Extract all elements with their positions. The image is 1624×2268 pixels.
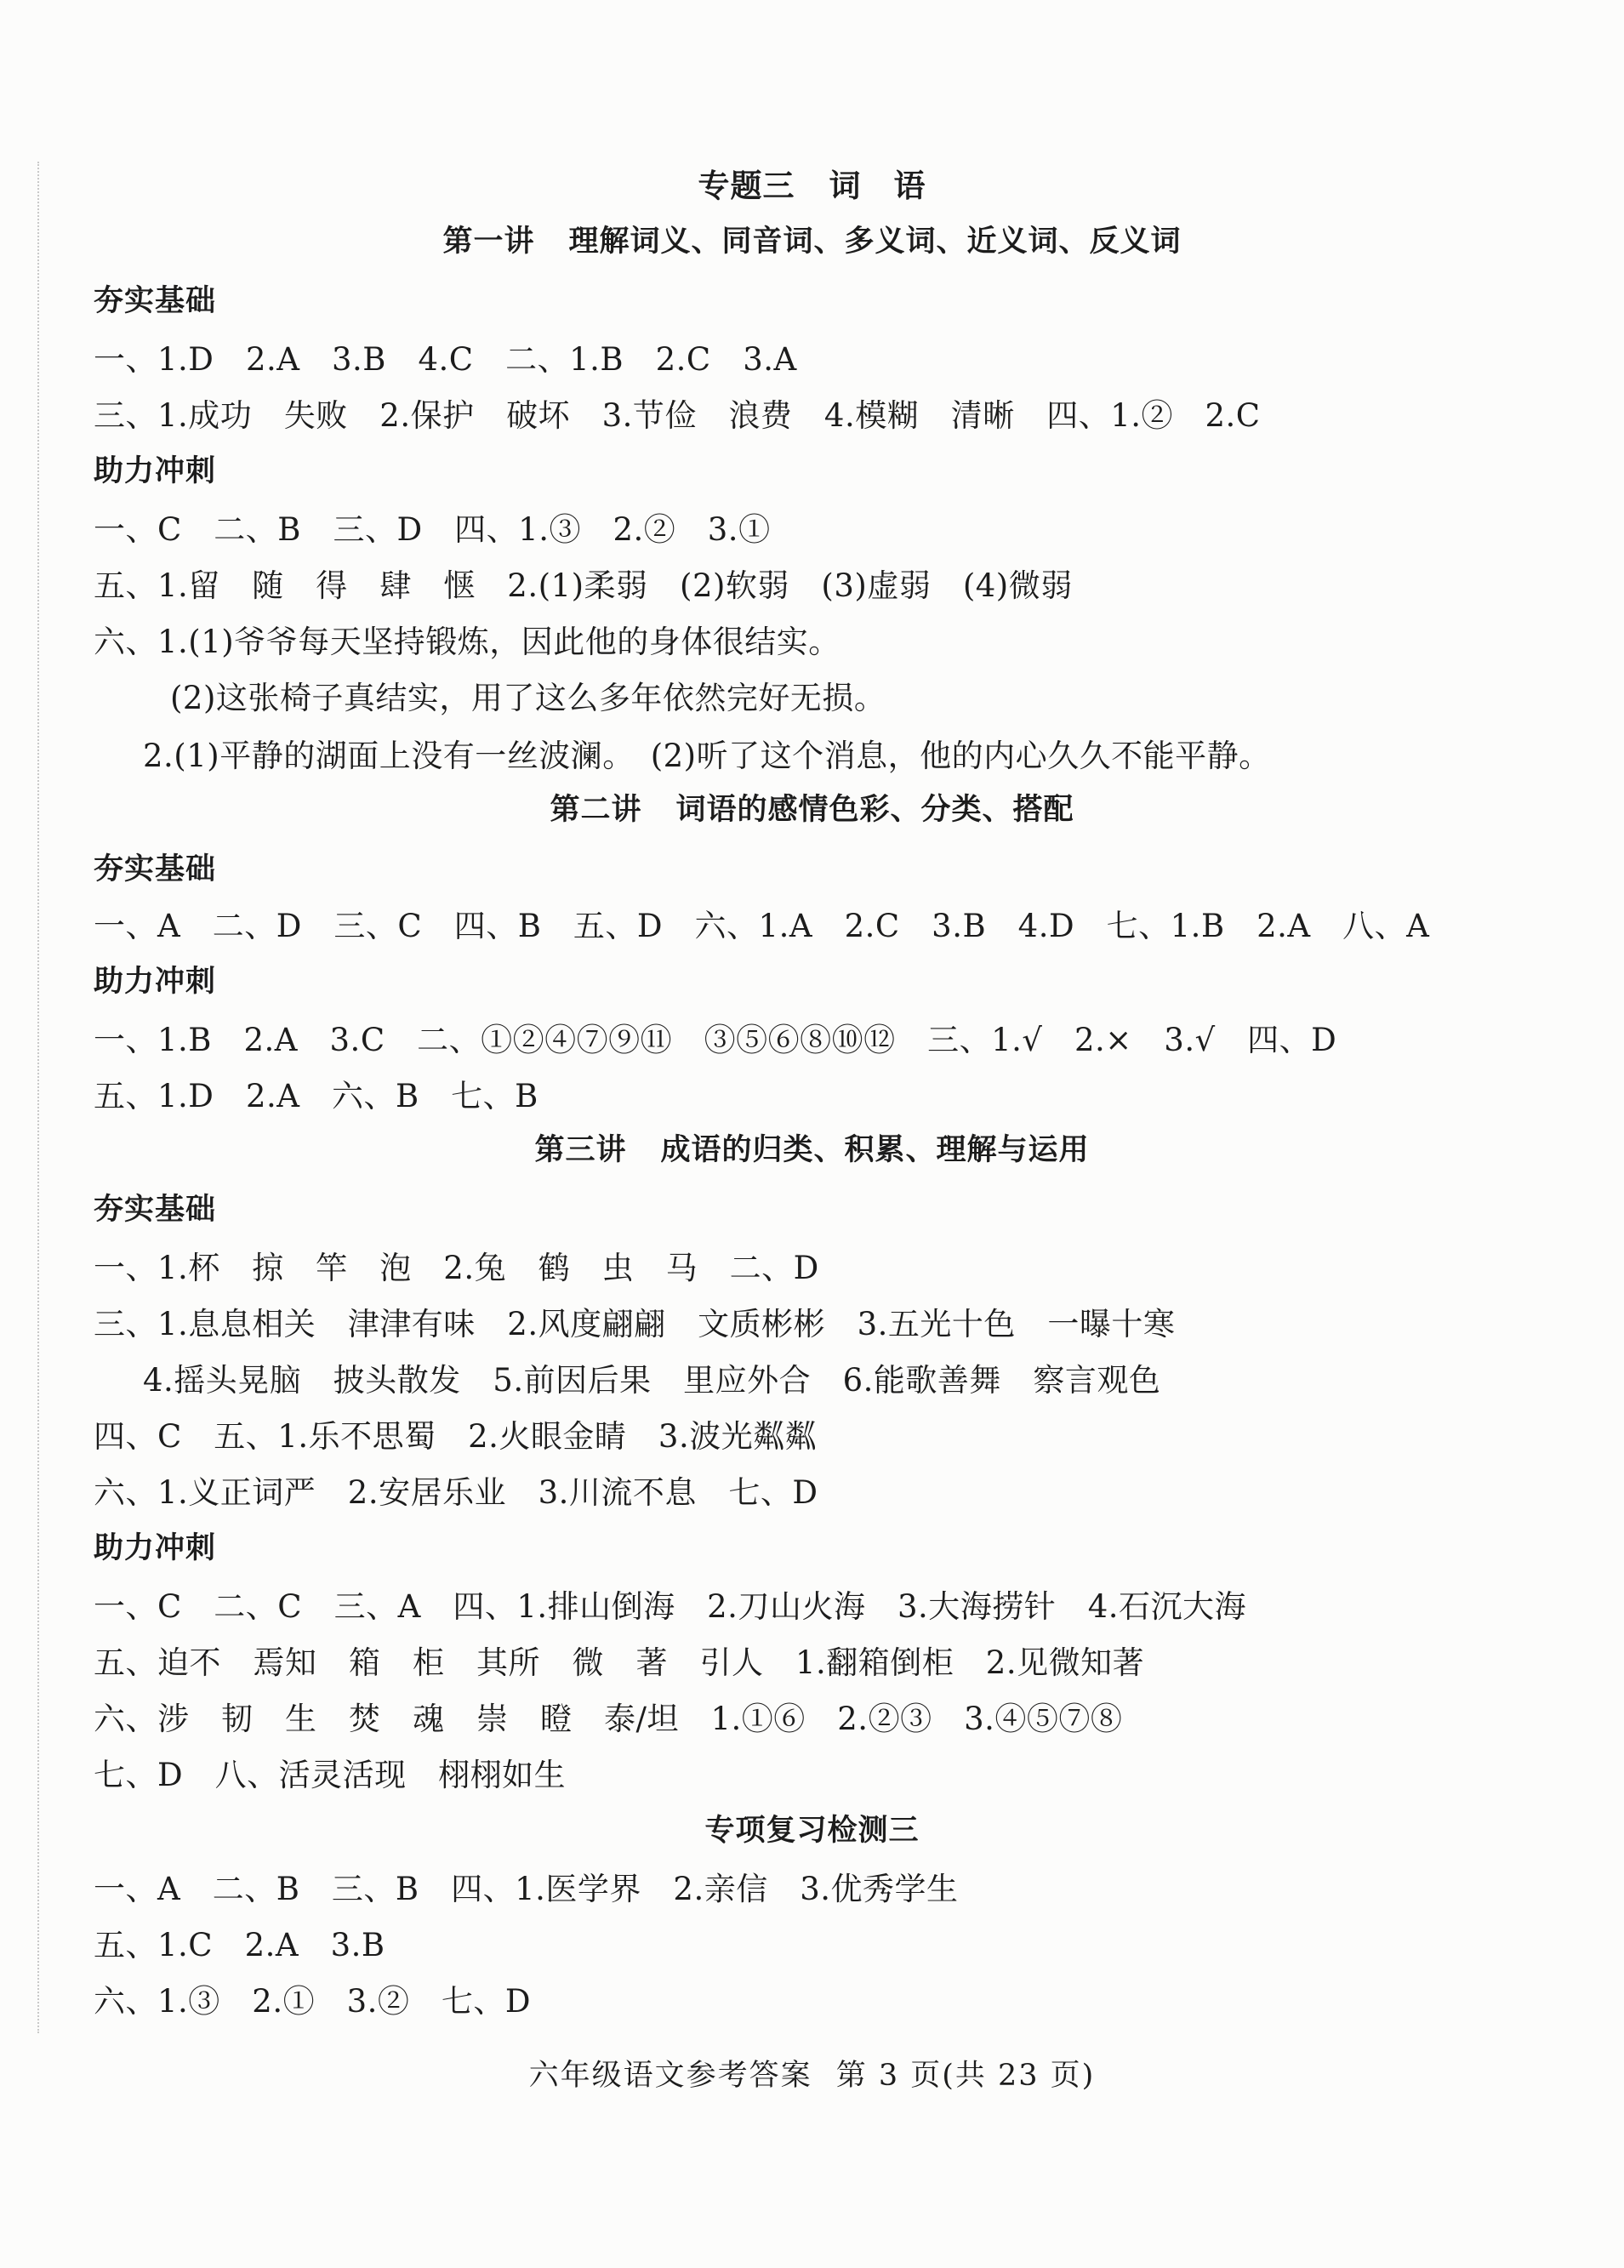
answer-line: 六、1.(1)爷爷每天坚持锻炼，因此他的身体很结实。 — [94, 624, 840, 660]
page-footer — [0, 2052, 1624, 2094]
answer-line: 五、迫不 焉知 箱 柜 其所 微 著 引人 1.翻箱倒柜 2.见微知著 — [94, 1644, 1145, 1681]
lecture-3-name: 成语的归类、积累、理解与运用 — [660, 1133, 1090, 1167]
lecture-3-heading — [0, 1126, 1624, 1169]
lecture-3-sprint-label: 助力冲刺 — [94, 1531, 217, 1565]
answer-line: 三、1.成功 失败 2.保护 破坏 3.节俭 浪费 4.模糊 清晰 四、1.② 2.C — [94, 397, 1261, 434]
answer-line: 一、C 二、B 三、D 四、1.③ 2.② 3.① — [94, 511, 771, 548]
review-heading: 专项复习检测三 — [704, 1814, 920, 1848]
answer-line: 五、1.C 2.A 3.B — [94, 1927, 385, 1963]
footer-book-title: 六年级语文参考答案 — [528, 2059, 812, 2093]
answer-line: 一、1.杯 掠 竿 泡 2.兔 鹤 虫 马 二、D — [94, 1250, 819, 1286]
answer-line: 四、C 五、1.乐不思蜀 2.火眼金睛 3.波光粼粼 — [94, 1418, 818, 1455]
footer-page-number: 第 3 页(共 23 页) — [835, 2059, 1096, 2093]
answer-line: 一、C 二、C 三、A 四、1.排山倒海 2.刀山火海 3.大海捞针 4.石沉大海 — [94, 1588, 1247, 1625]
answer-line: 五、1.留 随 得 肆 惬 2.(1)柔弱 (2)软弱 (3)虚弱 (4)微弱 — [94, 567, 1073, 604]
lecture-1-name: 理解词义、同音词、多义词、近义词、反义词 — [568, 225, 1182, 259]
answer-line: 一、1.D 2.A 3.B 4.C 二、1.B 2.C 3.A — [94, 341, 797, 378]
lecture-2-number: 第二讲 — [550, 793, 642, 827]
lecture-3-basic-label: 夯实基础 — [94, 1193, 217, 1227]
answer-line: 六、1.③ 2.① 3.② 七、D — [94, 1983, 532, 2020]
lecture-1-number: 第一讲 — [442, 225, 535, 259]
lecture-3-number: 第三讲 — [534, 1133, 627, 1167]
topic-title-sub: 词 语 — [829, 168, 926, 204]
topic-title-main: 专题三 — [698, 168, 795, 204]
answer-line: 一、A 二、B 三、B 四、1.医学界 2.亲信 3.优秀学生 — [94, 1871, 959, 1907]
answer-line: 一、A 二、D 三、C 四、B 五、D 六、1.A 2.C 3.B 4.D 七、1.B 2.A 八、A — [94, 908, 1430, 944]
lecture-2-name: 词语的感情色彩、分类、搭配 — [675, 793, 1074, 827]
lecture-1-heading — [0, 218, 1624, 260]
lecture-1-basic-label: 夯实基础 — [94, 284, 217, 318]
answer-line: 一、1.B 2.A 3.C 二、①②④⑦⑨⑪ ③⑤⑥⑧⑩⑫ 三、1.√ 2.× 3.√ 四、D — [94, 1022, 1337, 1058]
answer-line: 六、涉 韧 生 焚 魂 崇 瞪 泰/坦 1.①⑥ 2.②③ 3.④⑤⑦⑧ — [94, 1701, 1123, 1737]
topic-title — [0, 160, 1624, 206]
answer-line: (2)这张椅子真结实，用了这么多年依然完好无损。 — [170, 680, 886, 716]
answer-line: 2.(1)平静的湖面上没有一丝波澜。 (2)听了这个消息，他的内心久久不能平静。 — [143, 738, 1271, 774]
lecture-2-basic-label: 夯实基础 — [94, 852, 217, 886]
lecture-2-sprint-label: 助力冲刺 — [94, 965, 217, 999]
lecture-2-heading — [0, 786, 1624, 829]
lecture-1-sprint-label: 助力冲刺 — [94, 454, 217, 488]
answer-line: 七、D 八、活灵活现 栩栩如生 — [94, 1757, 567, 1793]
answer-line: 三、1.息息相关 津津有味 2.风度翩翩 文质彬彬 3.五光十色 一曝十寒 — [94, 1306, 1176, 1342]
answer-line: 五、1.D 2.A 六、B 七、B — [94, 1078, 538, 1114]
answer-line: 4.摇头晃脑 披头散发 5.前因后果 里应外合 6.能歌善舞 察言观色 — [143, 1362, 1161, 1399]
answer-line: 六、1.义正词严 2.安居乐业 3.川流不息 七、D — [94, 1474, 818, 1511]
